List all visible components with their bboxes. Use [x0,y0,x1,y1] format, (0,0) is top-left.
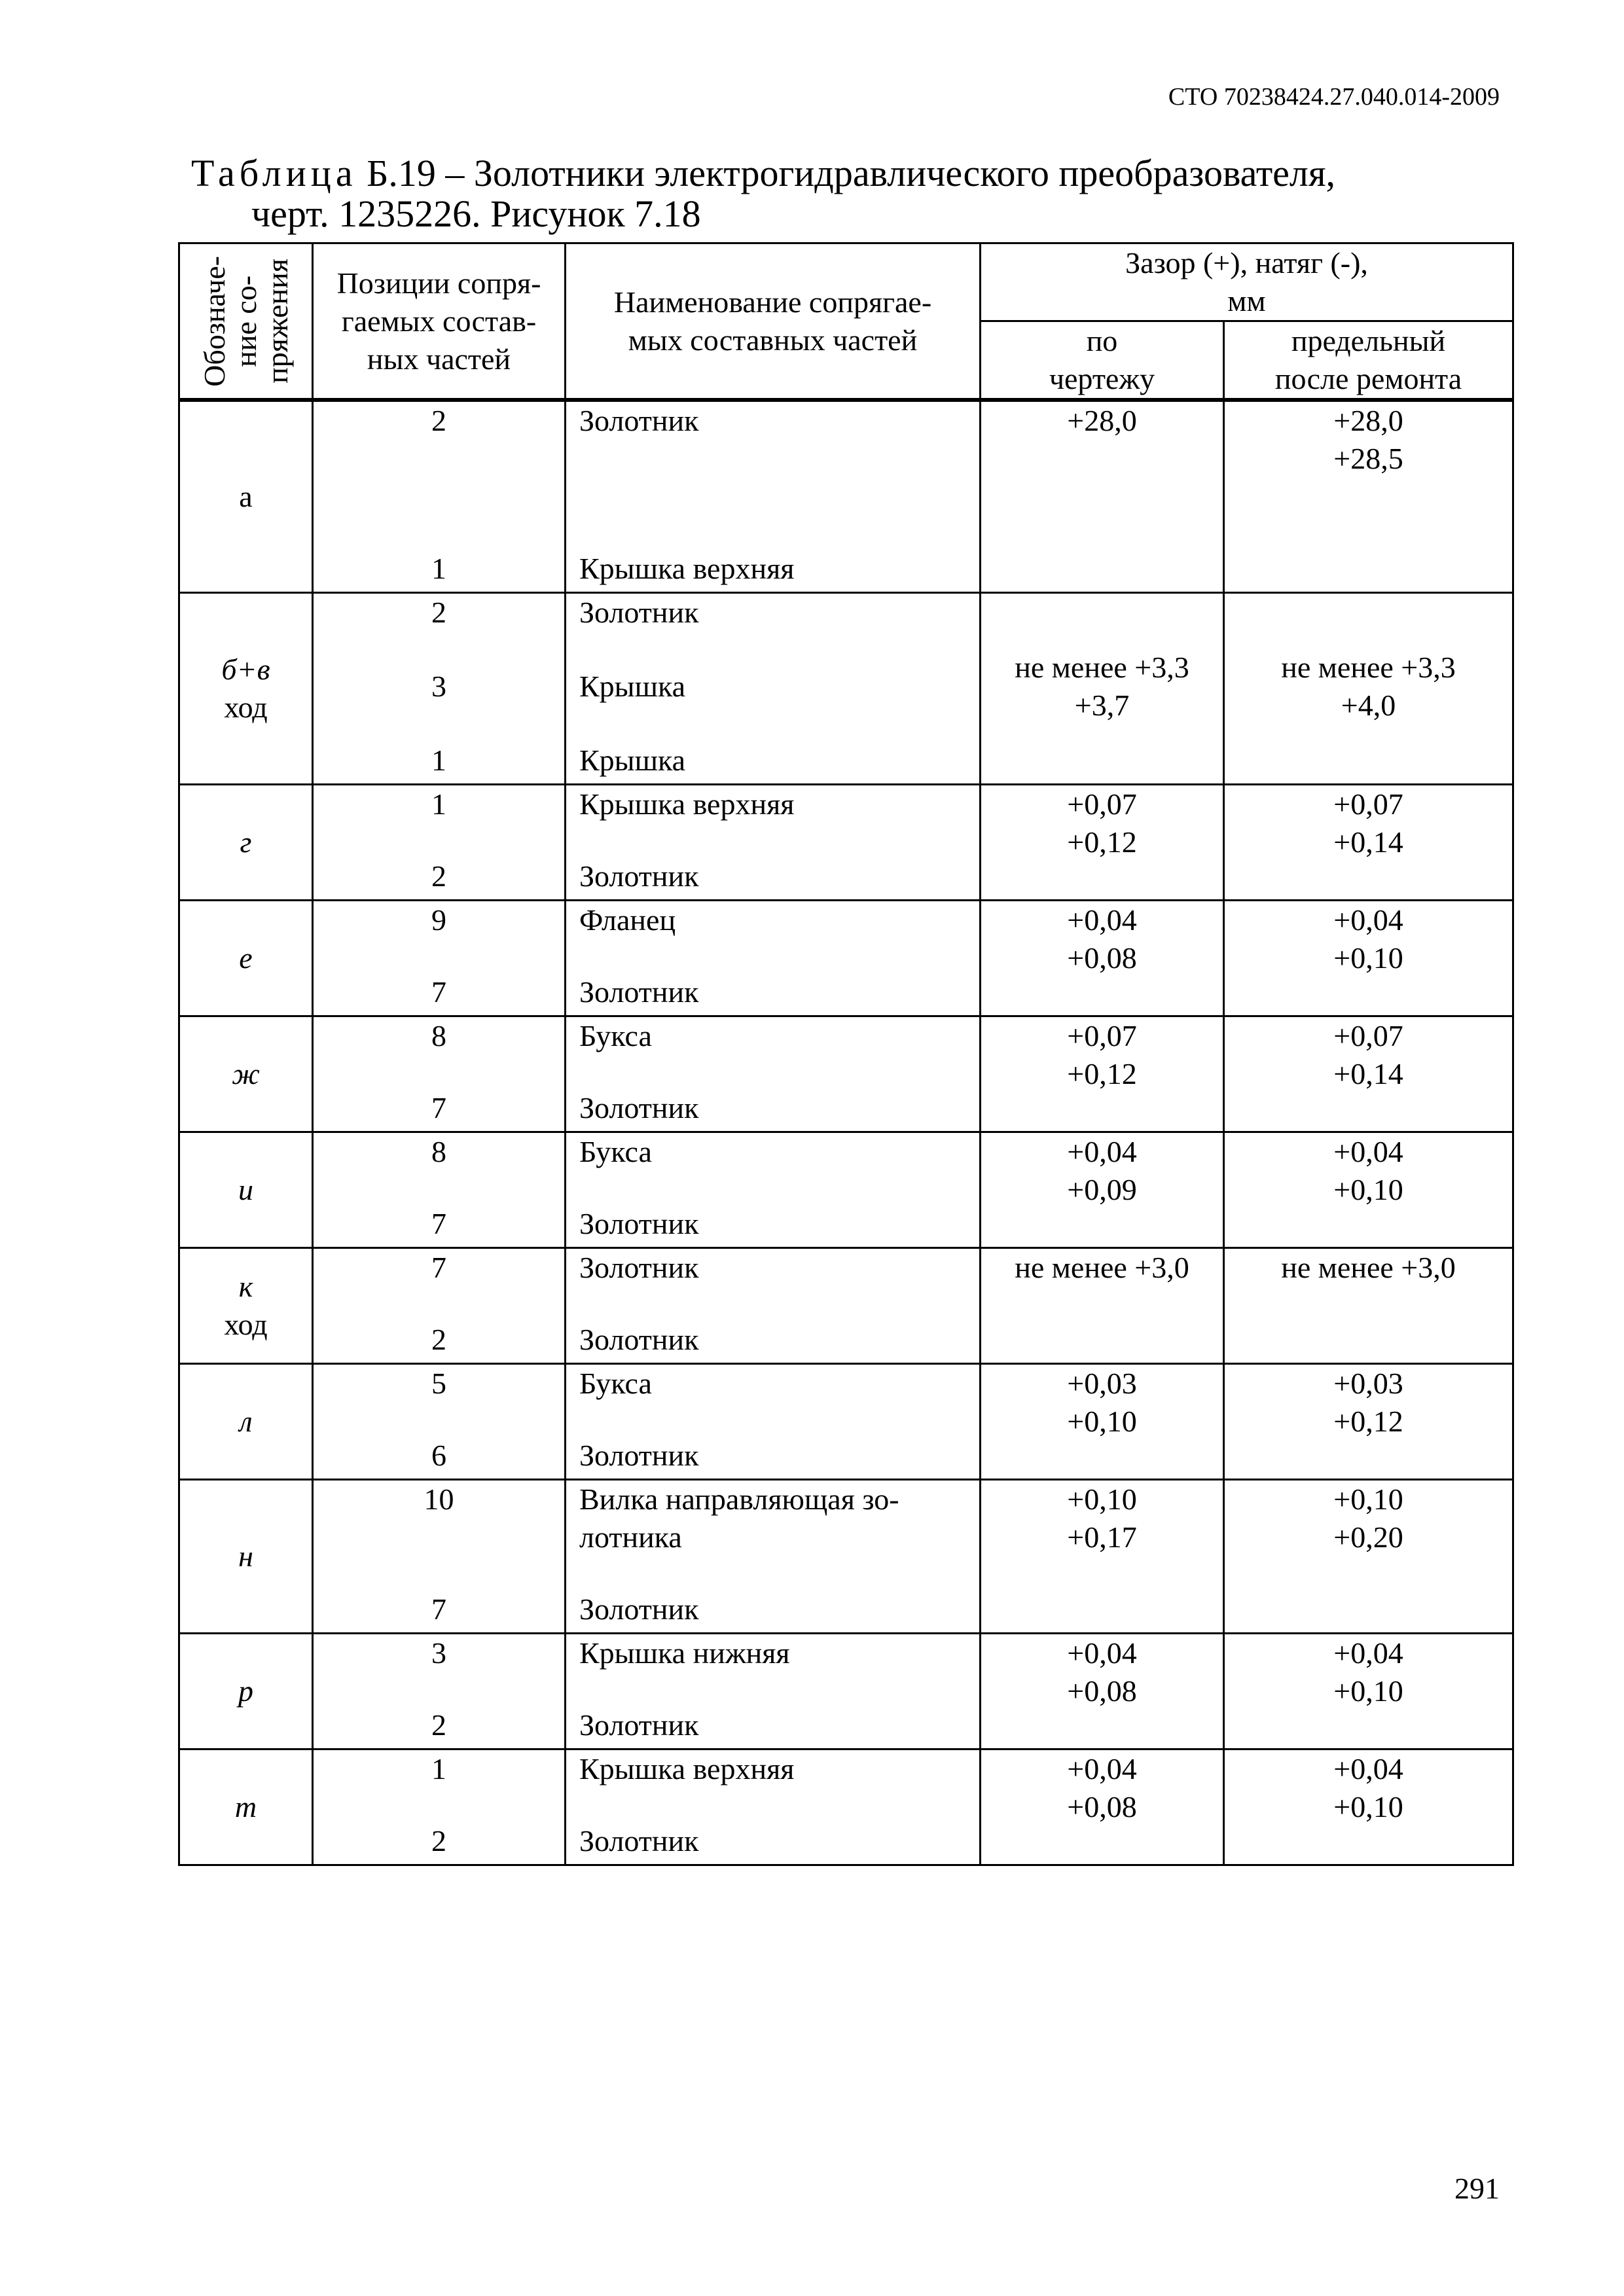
cell-designation [179,1248,313,1364]
cell-positions [313,1016,566,1132]
designation-code: б+в [221,653,270,686]
limit-value: +0,10 [1333,1674,1403,1708]
header-positions-text: Позиции сопря- гаемых состав- ных частей [336,266,541,376]
position-number: 9 [431,903,446,937]
header-limit-text: предельный после ремонта [1274,324,1462,395]
cell-limit [1224,1749,1513,1865]
limit-value: не менее +3,0 [1281,1251,1456,1284]
part-name: Фланец [579,903,676,937]
limit-value: +0,07 [1333,1019,1403,1052]
caption-title: Б.19 – Золотники электрогидравлического преобразователя, [367,152,1336,194]
limit-value: +0,04 [1333,1752,1403,1785]
limit-value: +0,04 [1333,1636,1403,1670]
table-row [179,1364,1513,1480]
header-positions [313,243,566,401]
cell-part-names [566,785,981,901]
part-name: Крышка [579,670,686,703]
cell-part-names [566,1016,981,1132]
cell-positions [313,785,566,901]
part-name: Вилка направляющая зо- лотника [579,1482,899,1554]
header-by-drawing-text: по чертежу [1049,324,1155,395]
position-number: 8 [431,1019,446,1052]
cell-positions [313,901,566,1016]
cell-by-drawing [981,1634,1224,1749]
cell-by-drawing [981,1364,1224,1480]
part-name: Золотник [579,859,699,893]
cell-positions [313,1248,566,1364]
cell-limit [1224,1634,1513,1749]
cell-limit [1224,593,1513,785]
part-name: Золотник [579,1091,699,1124]
caption-label: Таблица [191,152,357,194]
cell-part-names [566,1248,981,1364]
part-name: Золотник [579,1592,699,1626]
by-drawing-value: не менее +3,3 [1015,651,1189,684]
position-number: 6 [431,1439,446,1472]
designation-code: т [234,1790,257,1823]
table-row [179,1132,1513,1248]
table-row [179,1016,1513,1132]
caption-line-1 [191,153,1335,194]
part-name: Золотник [579,1251,699,1284]
cell-designation [179,593,313,785]
document-code: СТО 70238424.27.040.014-2009 [1168,83,1500,111]
position-number: 8 [431,1135,446,1168]
position-number: 1 [431,1752,446,1785]
page-number: 291 [1454,2172,1500,2205]
by-drawing-value: +28,0 [1067,404,1137,437]
position-number: 2 [431,596,446,629]
cell-positions [313,1634,566,1749]
cell-designation [179,1132,313,1248]
limit-value: +0,04 [1333,1135,1403,1168]
table-row [179,1248,1513,1364]
cell-positions [313,1364,566,1480]
header-names [566,243,981,401]
header-designation [179,243,313,401]
designation-code: р [238,1674,253,1708]
cell-part-names [566,1132,981,1248]
header-by-drawing [981,321,1224,401]
header-clearance [981,243,1513,321]
table-row [179,400,1513,593]
position-number: 7 [431,1592,446,1626]
cell-part-names [566,400,981,593]
designation-code: г [240,825,252,859]
position-number: 2 [431,1323,446,1356]
limit-value: +0,04 [1333,903,1403,937]
limit-value: не менее +3,3 [1281,651,1456,684]
position-number: 7 [431,1091,446,1124]
cell-limit [1224,1132,1513,1248]
part-name: Золотник [579,1824,699,1857]
limit-value: +0,14 [1333,825,1403,859]
by-drawing-value: +0,04 [1067,1752,1137,1785]
position-number: 3 [431,1636,446,1670]
designation-note: ход [224,691,268,724]
cell-designation [179,1480,313,1634]
part-name: Крышка верхняя [579,1752,795,1785]
part-name: Крышка [579,744,686,777]
cell-by-drawing [981,1132,1224,1248]
position-number: 1 [431,552,446,585]
position-number: 7 [431,975,446,1009]
part-name: Золотник [579,596,699,629]
part-name: Золотник [579,404,699,437]
cell-by-drawing [981,1248,1224,1364]
by-drawing-value: +0,08 [1067,941,1137,975]
designation-note: ход [224,1308,268,1341]
designation-code: ж [232,1057,260,1090]
limit-value: +0,03 [1333,1367,1403,1400]
caption-line-2: черт. 1235226. Рисунок 7.18 [251,192,701,235]
cell-limit [1224,1364,1513,1480]
table-body [179,400,1513,1865]
table-row [179,901,1513,1016]
cell-designation [179,1016,313,1132]
designation-code: а [239,480,253,513]
header-designation-text: Обозначе- ние со- пряжения [197,255,294,387]
by-drawing-value: +0,03 [1067,1367,1137,1400]
cell-limit [1224,1248,1513,1364]
by-drawing-value: +0,07 [1067,787,1137,821]
header-names-text: Наименование сопрягае- мых составных частей [613,285,932,357]
limit-value: +0,10 [1333,941,1403,975]
part-name: Крышка верхняя [579,787,795,821]
by-drawing-value: +0,10 [1067,1405,1137,1438]
limit-value: +28,5 [1333,442,1403,475]
cell-limit [1224,785,1513,901]
header-limit [1224,321,1513,401]
cell-by-drawing [981,1016,1224,1132]
by-drawing-value: +0,04 [1067,903,1137,937]
limit-value: +0,07 [1333,787,1403,821]
part-name: Золотник [579,1439,699,1472]
position-number: 2 [431,404,446,437]
position-number: 2 [431,1708,446,1742]
table-row [179,1749,1513,1865]
by-drawing-value: +0,08 [1067,1790,1137,1823]
by-drawing-value: +0,10 [1067,1482,1137,1516]
table-row [179,593,1513,785]
part-name: Золотник [579,1323,699,1356]
position-number: 5 [431,1367,446,1400]
by-drawing-value: +0,12 [1067,1057,1137,1090]
cell-positions [313,1132,566,1248]
cell-positions [313,1480,566,1634]
limit-value: +0,10 [1333,1482,1403,1516]
cell-designation [179,1749,313,1865]
position-number: 1 [431,787,446,821]
by-drawing-value: не менее +3,0 [1015,1251,1189,1284]
cell-part-names [566,1749,981,1865]
cell-part-names [566,901,981,1016]
limit-value: +0,20 [1333,1520,1403,1554]
by-drawing-value: +0,04 [1067,1636,1137,1670]
cell-by-drawing [981,785,1224,901]
by-drawing-value: +3,7 [1074,689,1130,722]
position-number: 7 [431,1251,446,1284]
table-caption [191,153,1335,234]
designation-code: н [238,1539,253,1573]
header-clearance-text: Зазор (+), натяг (-), мм [1125,246,1368,317]
cell-designation [179,785,313,901]
cell-by-drawing [981,1480,1224,1634]
position-number: 2 [431,859,446,893]
limit-value: +0,12 [1333,1405,1403,1438]
designation-code: и [238,1173,253,1206]
part-name: Крышка верхняя [579,552,795,585]
limit-value: +0,10 [1333,1790,1403,1823]
by-drawing-value: +0,04 [1067,1135,1137,1168]
designation-code: л [239,1405,253,1438]
position-number: 2 [431,1824,446,1857]
position-number: 3 [431,670,446,703]
cell-designation [179,400,313,593]
part-name: Золотник [579,1207,699,1240]
table-row [179,1480,1513,1634]
mating-parts-table [178,242,1514,1866]
cell-designation [179,1364,313,1480]
part-name: Букса [579,1019,652,1052]
cell-part-names [566,1634,981,1749]
cell-limit [1224,1016,1513,1132]
cell-by-drawing [981,901,1224,1016]
limit-value: +4,0 [1341,689,1396,722]
cell-designation [179,1634,313,1749]
limit-value: +0,14 [1333,1057,1403,1090]
cell-positions [313,400,566,593]
by-drawing-value: +0,12 [1067,825,1137,859]
part-name: Букса [579,1135,652,1168]
cell-part-names [566,1364,981,1480]
cell-limit [1224,901,1513,1016]
limit-value: +0,10 [1333,1173,1403,1206]
by-drawing-value: +0,17 [1067,1520,1137,1554]
cell-by-drawing [981,400,1224,593]
cell-limit [1224,400,1513,593]
by-drawing-value: +0,07 [1067,1019,1137,1052]
cell-designation [179,901,313,1016]
cell-by-drawing [981,1749,1224,1865]
table-row [179,1634,1513,1749]
cell-by-drawing [981,593,1224,785]
limit-value: +28,0 [1333,404,1403,437]
cell-part-names [566,1480,981,1634]
part-name: Крышка нижняя [579,1636,790,1670]
cell-limit [1224,1480,1513,1634]
by-drawing-value: +0,08 [1067,1674,1137,1708]
designation-code: е [239,941,253,975]
table-row [179,785,1513,901]
by-drawing-value: +0,09 [1067,1173,1137,1206]
position-number: 7 [431,1207,446,1240]
part-name: Букса [579,1367,652,1400]
part-name: Золотник [579,975,699,1009]
cell-positions [313,593,566,785]
designation-code: к [238,1270,253,1303]
part-name: Золотник [579,1708,699,1742]
position-number: 10 [424,1482,454,1516]
cell-positions [313,1749,566,1865]
position-number: 1 [431,744,446,777]
cell-part-names [566,593,981,785]
